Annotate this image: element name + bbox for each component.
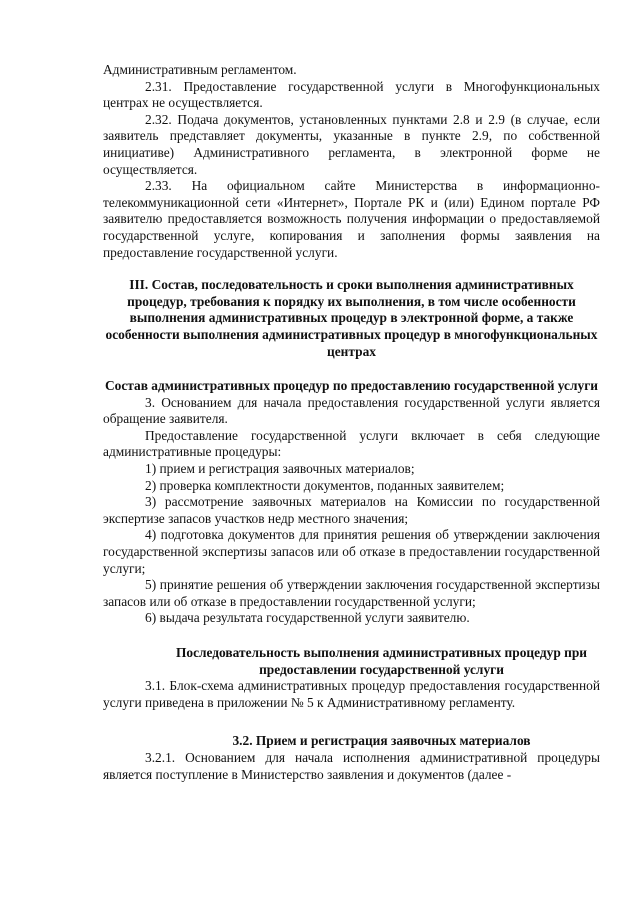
section-3-heading: III. Состав, последовательность и сроки выполнения административных процедур, требования к порядку их выполнения, в том числе особенности выполнения административных процедур в электронной форме, а также особенности выполнения административных процедур в многофункциональных центрах — [105, 277, 598, 359]
section-3-2-heading: 3.2. Прием и регистрация заявочных материалов — [232, 733, 531, 749]
paragraph-3-2-1: 3.2.1. Основанием для начала исполнения административной процедуры является поступление в Министерство заявления и документов (далее - — [103, 749, 600, 782]
procedure-item-1: 1) прием и регистрация заявочных материалов; — [145, 461, 415, 477]
procedure-item-5: 5) принятие решения об утверждении заключения государственной экспертизы запасов или об отказе в предоставлении государственной услуги; — [103, 577, 600, 609]
procedures-intro: Предоставление государственной услуги включает в себя следующие административные процедуры: — [103, 427, 600, 460]
sequence-heading: Последовательность выполнения административных процедур при предоставлении государственной услуги — [175, 645, 588, 677]
composition-heading: Состав административных процедур по предоставлению государственной услуги — [104, 378, 599, 394]
paragraph-3-1: 3.1. Блок-схема административных процедур предоставления государственной услуги приведена в приложении № 5 к Административному регламенту. — [103, 678, 600, 710]
paragraph-2-31: 2.31. Предоставление государственной услуги в Многофункциональных центрах не осуществляется. — [103, 78, 600, 111]
procedure-item-3: 3) рассмотрение заявочных материалов на Комиссии по государственной экспертизе запасов участков недр местного значения; — [103, 494, 600, 526]
procedure-item-4: 4) подготовка документов для принятия решения об утверждении заключения государственной экспертизы запасов или об отказе в предоставлении государственной услуги; — [103, 527, 600, 576]
procedure-item-6: 6) выдача результата государственной услуги заявителю. — [145, 610, 470, 626]
paragraph-continuation: Административным регламентом. — [103, 62, 297, 77]
paragraph-2-32: 2.32. Подача документов, установленных пунктами 2.8 и 2.9 (в случае, если заявитель представляет документы, указанные в пункте 2.9, по собственной инициативе) Административного регламента, в электронной форме не осуществляется. — [103, 111, 600, 177]
procedure-item-2: 2) проверка комплектности документов, поданных заявителем; — [145, 477, 505, 493]
paragraph-3: 3. Основанием для начала предоставления государственной услуги является обращение заявителя. — [103, 394, 600, 427]
paragraph-2-33: 2.33. На официальном сайте Министерства в информационно-телекоммуникационной сети «Интернет», Портале РК и (или) Едином портале РФ заявителю предоставляется возможность получения информации о предоставляемой государственной услуге, копирования и заполнения формы заявления на предоставление государственной услуги. — [103, 178, 600, 260]
